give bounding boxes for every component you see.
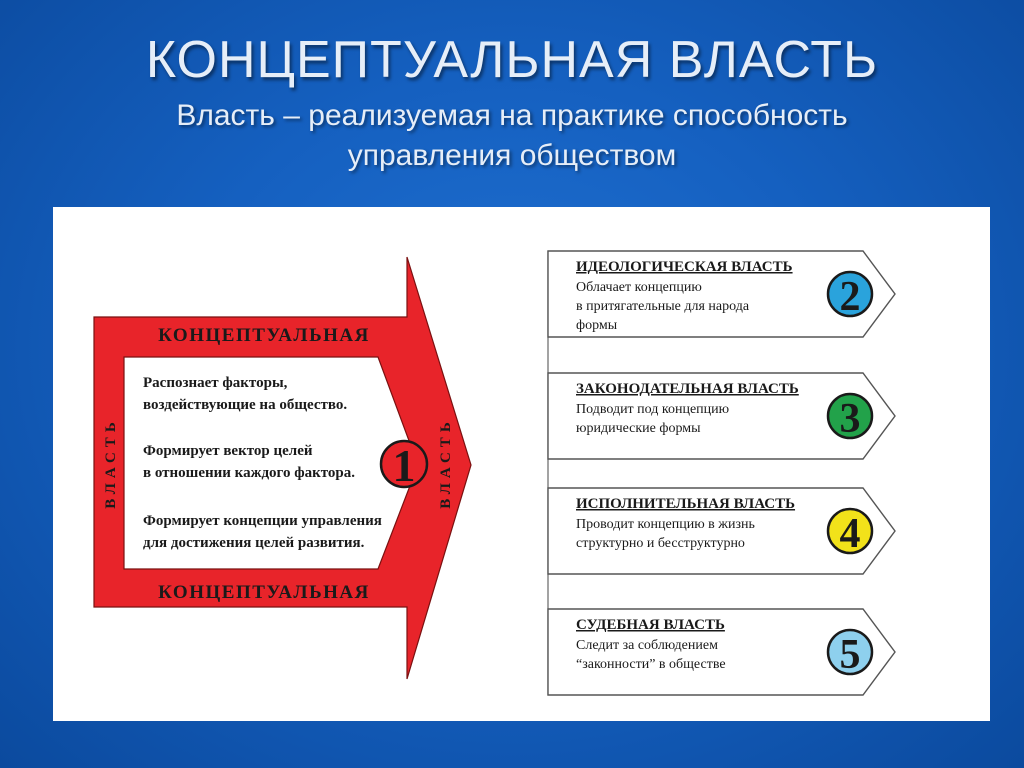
branch-box-2 [548,251,895,337]
slide-title: КОНЦЕПТУАЛЬНАЯ ВЛАСТЬ [145,31,879,89]
branch-list [548,251,895,695]
diagram-panel [53,207,990,721]
branch-line: Облачает концепцию [576,280,702,295]
number-badge-2-label: 2 [839,274,861,320]
branch-line: Следит за соблюдением [576,638,718,653]
number-badge-1-label: 1 [392,440,416,491]
arrow-text-block [143,375,382,551]
arrow-line-5: Формирует концепции управления [143,513,382,529]
arrow-line-4: в отношении каждого фактора. [143,465,356,481]
branch-line: структурно и бесструктурно [576,536,745,551]
arrow-left-vertical-label: ВЛАСТЬ [103,417,119,509]
branch-title: СУДЕБНАЯ ВЛАСТЬ [576,617,725,633]
branch-line: формы [576,318,618,333]
arrow-bottom-label: КОНЦЕПТУАЛЬНАЯ [158,582,370,603]
arrow-line-1: Распознает факторы, [143,375,288,391]
branch-title: ИСПОЛНИТЕЛЬНАЯ ВЛАСТЬ [576,496,796,512]
branch-box-5 [548,609,895,695]
branch-title: ЗАКОНОДАТЕЛЬНАЯ ВЛАСТЬ [576,381,799,397]
subtitle-line-1: Власть – реализуемая на практике способность [176,99,848,132]
branch-line: юридические формы [576,421,701,436]
number-badge-5-label: 5 [839,632,861,678]
arrow-line-2: воздействующие на общество. [143,397,348,413]
branch-line: Подводит под концепцию [576,402,730,417]
branch-box-3 [548,373,895,459]
diagram-svg [53,207,990,721]
number-badge-3-label: 3 [839,396,861,442]
subtitle-line-2: управления обществом [347,139,677,172]
branch-box-4 [548,488,895,574]
arrow-right-vertical-label: ВЛАСТЬ [438,417,454,509]
arrow-line-3: Формирует вектор целей [143,443,313,459]
slide-subtitle [0,96,1024,176]
branch-title: ИДЕОЛОГИЧЕСКАЯ ВЛАСТЬ [576,259,793,275]
arrow-top-label: КОНЦЕПТУАЛЬНАЯ [158,325,370,346]
branch-line: Проводит концепцию в жизнь [576,517,755,532]
branch-line: в притягательные для народа [576,299,750,314]
branch-line: “законности” в обществе [576,657,726,672]
arrow-line-6: для достижения целей развития. [143,535,365,551]
number-badge-4-label: 4 [839,511,861,557]
